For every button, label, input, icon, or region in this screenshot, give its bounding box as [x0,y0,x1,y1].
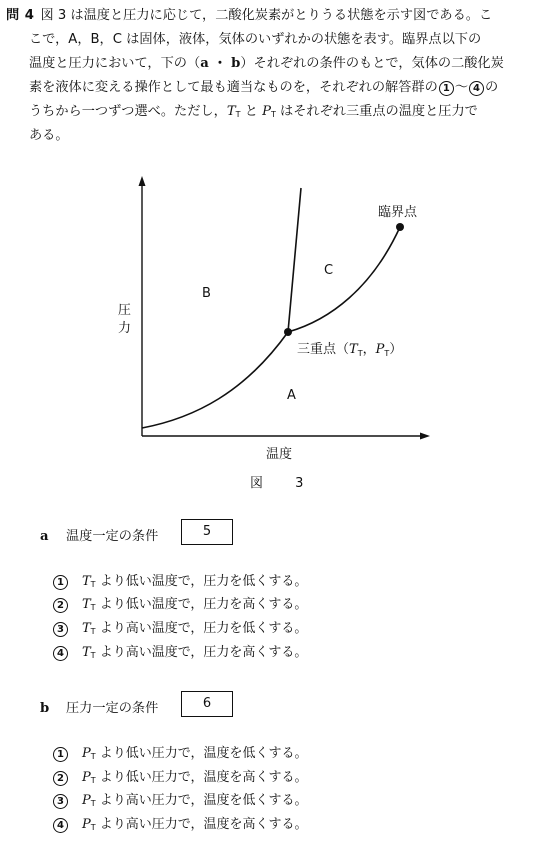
circled-number: 1 [53,747,68,762]
option-b-2[interactable] [52,768,308,788]
option-var-sub: T [90,627,96,636]
option-a-1[interactable] [52,572,307,592]
circled-number-4: 4 [469,81,484,96]
option-text: より高い温度で，圧力を高くする。 [95,645,308,660]
triple-point-label-start: 三重点（ [297,342,350,357]
var-T-sub: T [235,110,241,119]
question-number: 問 4 [6,8,35,23]
question-line-5 [6,100,551,124]
option-b-3[interactable] [52,791,308,811]
circled-number: 1 [53,575,68,590]
option-var: T [82,597,91,612]
y-axis-arrow-icon [139,176,146,186]
circled-number: 3 [53,622,68,637]
var-P-sub: T [270,110,276,119]
question-text [6,4,551,148]
critical-point-marker [396,223,404,231]
triple-point-P-sub: T [384,349,390,358]
part-a-letter: a [40,529,49,544]
triple-point-label-end: ） [389,342,403,357]
option-text: より高い圧力で，温度を高くする。 [95,817,308,832]
question-line-6: ある。 [29,128,69,143]
answer-box-5[interactable]: 5 [181,519,233,545]
question-line-1-text: 図 3 は温度と圧力に応じて，二酸化炭素がとりうる状態を示す図である。こ [40,8,493,23]
part-a-condition [40,525,158,544]
option-text: より低い温度で，圧力を低くする。 [95,574,308,589]
region-C-label: C [324,263,334,278]
option-var: P [82,746,91,761]
option-var-sub: T [90,776,96,785]
phase-diagram [0,170,551,470]
option-b-4[interactable] [52,815,308,835]
option-var: P [82,793,91,808]
triple-point-marker [284,328,292,336]
option-var: T [82,574,91,589]
answer-box-6[interactable]: 6 [181,691,233,717]
option-var-sub: T [90,823,96,832]
sublimation-curve [142,332,288,428]
circled-number-1: 1 [439,81,454,96]
var-T: T [226,104,236,119]
part-b-condition-text: 圧力一定の条件 [66,701,159,716]
option-a-2[interactable] [52,595,307,615]
circled-number: 2 [53,598,68,613]
option-var: P [82,770,91,785]
circled-number: 4 [53,646,68,661]
circled-number: 4 [53,818,68,833]
x-axis-arrow-icon [420,433,430,440]
question-line-5-end: はそれぞれ三重点の温度と圧力で [275,104,478,119]
triple-point-T: T [349,342,358,357]
tilde: 〜 [454,80,468,95]
question-parts-ab: a ・ b [200,56,241,71]
triple-point-sep: ， [362,342,376,357]
question-line-3 [6,52,551,76]
question-line-4 [6,76,551,100]
var-P: P [262,104,271,119]
option-a-4[interactable] [52,643,307,663]
question-line-4-end: の [485,80,499,95]
circled-number: 3 [53,794,68,809]
region-B-label: B [202,286,211,301]
option-var-sub: T [90,580,96,589]
y-axis-label-char-1: 圧 [118,303,132,318]
option-var: T [82,621,91,636]
x-axis-label: 温度 [266,447,293,462]
question-line-5-mid: と [240,104,263,119]
question-line-1 [6,4,551,28]
critical-point-label: 臨界点 [378,205,418,220]
option-var: P [82,817,91,832]
option-a-3[interactable] [52,619,307,639]
option-text: より高い温度で，圧力を低くする。 [95,621,308,636]
option-var-sub: T [90,799,96,808]
option-var-sub: T [90,752,96,761]
figure-caption: 図 3 [250,476,318,491]
part-a-condition-text: 温度一定の条件 [66,529,159,544]
circled-number: 2 [53,771,68,786]
question-line-2: こで，A，B，C は固体，液体，気体のいずれかの状態を表す。臨界点以下の [29,32,482,47]
triple-point-T-sub: T [357,349,363,358]
part-b-condition [40,697,158,716]
melting-line [288,188,301,332]
region-A-label: A [287,388,296,403]
option-b-1[interactable] [52,744,308,764]
question-line-4-start: 素を液体に変える操作として最も適当なものを，それぞれの解答群の [29,80,438,95]
option-text: より低い圧力で，温度を高くする。 [95,770,308,785]
part-b-letter: b [40,701,50,716]
y-axis-label-char-2: 力 [118,321,132,336]
option-var: T [82,645,91,660]
question-line-5-start: うちから一つずつ選べ。ただし， [29,104,227,119]
question-line-3-end: ）それぞれの条件のもとで，気体の二酸化炭 [240,56,504,71]
question-line-3-start: 温度と圧力において，下の（ [29,56,201,71]
option-text: より低い温度で，圧力を高くする。 [95,597,308,612]
option-text: より高い圧力で，温度を低くする。 [95,793,308,808]
triple-point-label [297,341,402,358]
option-var-sub: T [90,603,96,612]
triple-point-P: P [375,342,385,357]
vaporization-curve [288,227,400,332]
option-var-sub: T [90,651,96,660]
option-text: より低い圧力で，温度を低くする。 [95,746,308,761]
